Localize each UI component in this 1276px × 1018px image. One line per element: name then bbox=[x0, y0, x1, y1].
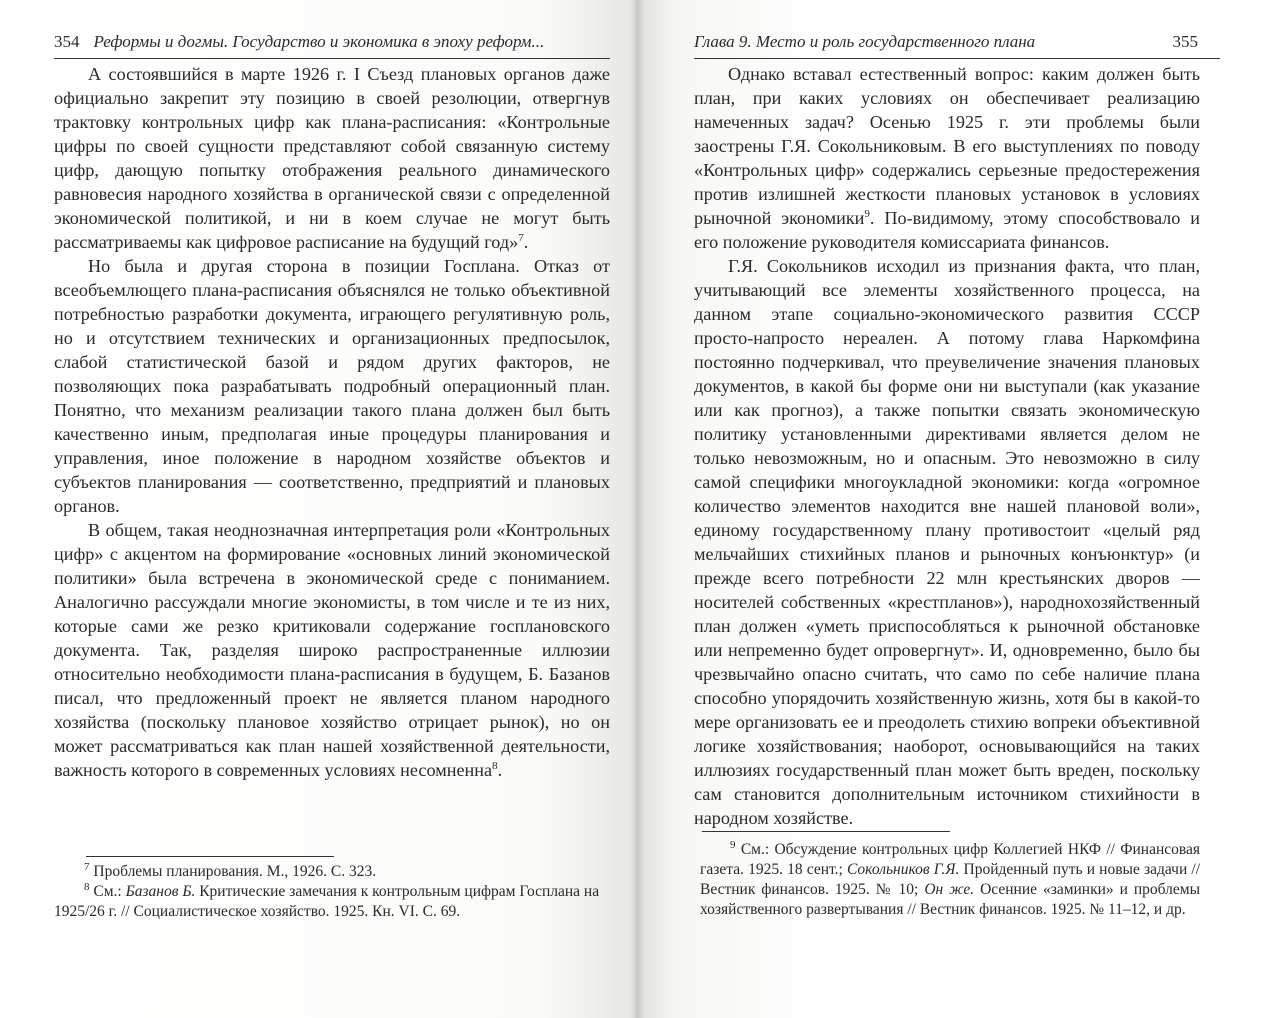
left-footnotes bbox=[54, 862, 610, 922]
footnote-text: Критические замечания к контрольным цифрам Госплана на 1925/26 г. // Социалистическое хозяйство. 1925. Кн. VI. С. 69. bbox=[54, 883, 600, 920]
right-paragraph-2 bbox=[694, 254, 1200, 830]
left-footnote-rule bbox=[86, 856, 334, 857]
footnote-text: Осенние «заминки» и проблемы хозяйственного развертывания // Вестник финансов. 1925. № 11–12, и др. bbox=[700, 881, 1201, 918]
right-paragraph-1 bbox=[694, 62, 1200, 254]
left-page bbox=[0, 0, 636, 1018]
book-gutter bbox=[630, 0, 644, 1018]
paragraph-tail: . По-видимому, этому способствовало и его положение руководителя комиссариата финансов. bbox=[694, 208, 1201, 252]
footnote-ref-7: 7 bbox=[518, 231, 524, 244]
left-paragraph-1 bbox=[54, 62, 610, 254]
footnote-9 bbox=[700, 840, 1200, 920]
footnote-8 bbox=[54, 882, 610, 922]
right-page-number: 355 bbox=[1172, 32, 1198, 51]
paragraph-text: Однако вставал естественный вопрос: каким должен быть план, при каких условиях он обеспечивает реализацию намеченных задач? Осенью 1925 г. эти проблемы были заострены Г.Я. Сокольниковым. В его выступлениях по поводу «Контрольных цифр» содержались серьезные предостережения против излишней жесткости плановых установок в условиях рыночной экономики bbox=[694, 64, 1200, 228]
left-page-number: 354 bbox=[54, 32, 80, 51]
footnote-author: Базанов Б. bbox=[125, 883, 196, 900]
right-body-text bbox=[694, 62, 1200, 830]
right-page bbox=[636, 0, 1276, 1018]
paragraph-text: Но была и другая сторона в позиции Госплана. Отказ от всеобъемлющего плана-расписания объяснялся не только объективной потребностью разработки документа, играющего регулятивную роль, но и отсутствием технических и организационных предпосылок, слабой статистической базой и рядом других факторов, не позволяющих пока разрабатывать подробный операционный план. Понятно, что механизм реализации такого плана должен был быть качественно иным, предполагая иные процедуры планирования и управления, иное положение в народном хозяйстве объектов и субъектов планирования — соответственно, предприятий и плановых органов. bbox=[54, 256, 610, 516]
right-running-title: Глава 9. Место и роль государственного плана bbox=[694, 32, 1036, 51]
left-paragraph-2 bbox=[54, 254, 610, 518]
footnote-text: Проблемы планирования. М., 1926. С. 323. bbox=[93, 863, 377, 880]
left-paragraph-3 bbox=[54, 518, 610, 782]
paragraph-text: Г.Я. Сокольников исходил из признания факта, что план, учитывающий все элементы хозяйственного процесса, на данном этапе социально-экономического развития СССР просто-напросто нереален. А потому глава Наркомфина постоянно подчеркивал, что преувеличение значения плановых документов, в какой бы форме они ни выступали (как указание или как прогноз), а также попытки связать экономическую политику установленными директивами является делом не только невозможным, но и опасным. Это невозможно в силу самой специфики многоукладной экономики: когда «огромное количество элементов находится вне нашей плановой воли», единому государственному плану противостоит «целый ряд мельчайших стихийных планов и рыночных конъюнктур» (и прежде всего потребности 22 млн крестьянских дворов — носителей собственных «крестпланов»), народнохозяйственный план должен «уметь приспособляться к рыночной обстановке или непременно будет опровергнут». И, одновременно, было бы чрезвычайно опасно считать, что само по себе наличие плана способно упорядочить хозяйственную жизнь, хотя бы в какой-то мере организовать ее и преодолеть стихию вопреки объективной логике хозяйствования; наоборот, основывающийся на таких иллюзиях государственный план может быть вреден, поскольку сам становится дополнительным источником стихийности в народном хозяйстве. bbox=[694, 256, 1200, 828]
paragraph-tail: . bbox=[497, 760, 503, 780]
footnote-7 bbox=[54, 862, 610, 882]
footnote-ref-8: 8 bbox=[492, 759, 498, 772]
paragraph-tail: . bbox=[523, 232, 529, 252]
left-running-title: Реформы и догмы. Государство и экономика в эпоху реформ... bbox=[93, 32, 545, 51]
right-footnotes bbox=[700, 840, 1200, 920]
right-running-head bbox=[694, 28, 1220, 59]
footnote-ref-9: 9 bbox=[864, 207, 870, 220]
paragraph-text: В общем, такая неоднозначная интерпретация роли «Контрольных цифр» с акцентом на формирование «основных линий экономической политики» была встречена в экономической среде с пониманием. Аналогично рассуждали многие экономисты, в том числе и те из них, которые сами же резко критиковали содержание госплановского документа. Так, разделяя широко распространенные иллюзии относительно необходимости плана-расписания в будущем, Б. Базанов писал, что предложенный проект не является планом народного хозяйства (поскольку плановое хозяйство отрицает рынок), но он может рассматриваться как план нашей хозяйственной деятельности, важность которого в современных условиях несомненна bbox=[54, 520, 610, 780]
right-footnote-rule bbox=[702, 831, 950, 832]
footnote-number: 8 bbox=[84, 880, 90, 893]
left-running-head bbox=[54, 28, 610, 59]
footnote-text: См.: Обсуждение контрольных цифр Коллегией НКФ // Финансовая газета. 1925. 18 сент.; bbox=[700, 841, 1200, 878]
footnote-number: 7 bbox=[84, 860, 90, 873]
footnote-author: Сокольников Г.Я. bbox=[846, 861, 960, 878]
footnote-text: См.: bbox=[93, 883, 126, 900]
footnote-author: Он же. bbox=[924, 881, 975, 898]
footnote-number: 9 bbox=[730, 838, 736, 851]
footnote-text: Пройденный путь и новые задачи // Вестник финансов. 1925. № 10; bbox=[700, 861, 1200, 898]
paragraph-text: А состоявшийся в марте 1926 г. I Съезд плановых органов даже официально закрепит эту позицию в своей резолюции, отвергнув трактовку контрольных цифр как плана-расписания: «Контрольные цифры по своей сущности представляют собой связанную систему цифр, дающую попытку отображения реального динамического равновесия народного хозяйства в органической связи с определенной экономической политикой, и ни в коем случае не могут быть рассматриваемы как цифровое расписание на будущий год» bbox=[54, 64, 610, 252]
left-body-text bbox=[54, 62, 610, 782]
